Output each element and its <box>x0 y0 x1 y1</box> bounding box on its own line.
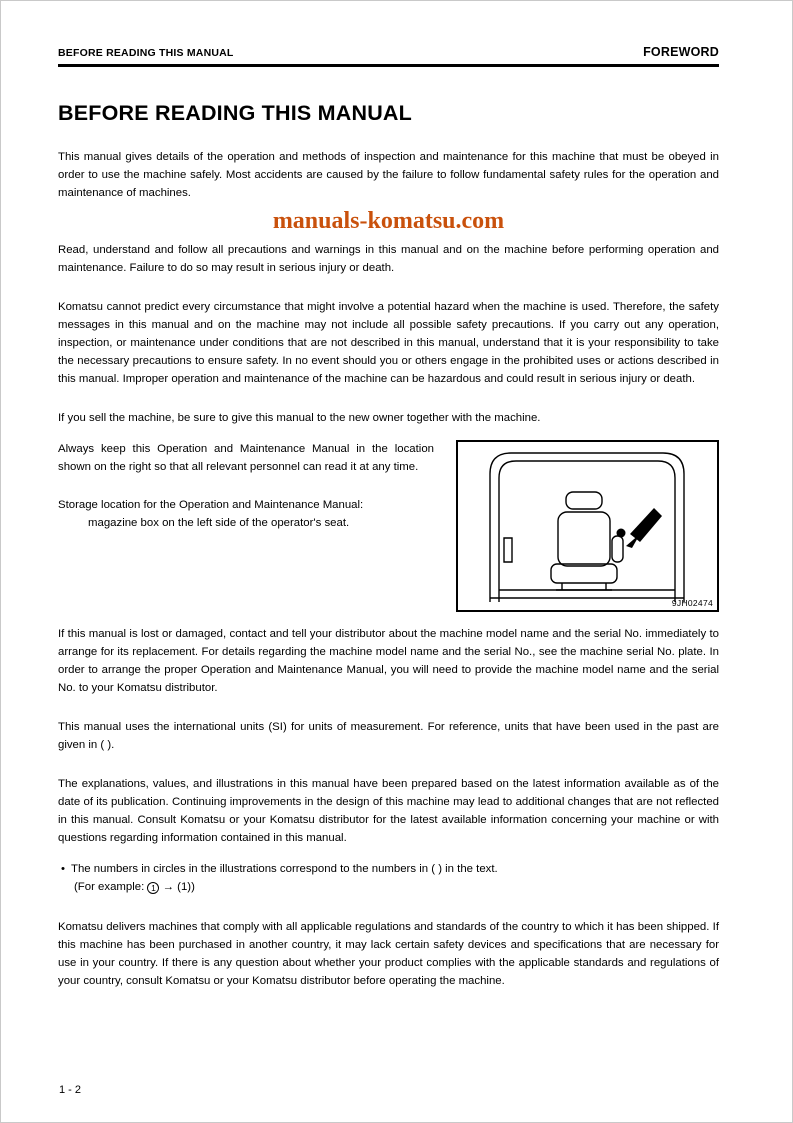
figure-section <box>58 440 719 612</box>
circled-one-icon: 1 <box>147 882 159 894</box>
bullet-example-line <box>58 878 719 896</box>
watermark-text: manuals-komatsu.com <box>272 208 505 234</box>
page-number: 1 - 2 <box>59 1084 82 1096</box>
paragraph-read-precautions: Read, understand and follow all precautions and warnings in this manual and on the machine before performing operation and maintenance. Failure to do so may result in serious injury or death. <box>58 244 719 274</box>
paragraph-country-regulations: Komatsu delivers machines that comply with all applicable regulations and standards of the country to which it has been shipped. If this machine has been purchased in another country, it may lack certain safety devices and specifications that are necessary for use in your country. If there is any question about whether your product complies with the applicable standards and regulations of your country, consult Komatsu or your Komatsu distributor before operating the machine. <box>58 921 719 987</box>
paragraph-sell-machine: If you sell the machine, be sure to give this manual to the new owner together with the machine. <box>58 412 541 424</box>
paragraph-lost-manual: If this manual is lost or damaged, contact and tell your distributor about the machine model name and the serial No. immediately to arrange for its replacement. For details regarding the machine model name and the serial No., see the machine serial No. plate. In order to arrange the proper Operation and Maintenance Manual, you will need to provide the machine model name and the serial No. to your Komatsu distributor. <box>58 628 719 694</box>
running-header <box>58 45 719 67</box>
paragraph-si-units: This manual uses the international units (SI) for units of measurement. For reference, units that have been used in the past are given in ( ). <box>58 721 719 751</box>
storage-location-block <box>58 496 434 532</box>
figure-text-column <box>58 440 456 612</box>
figure-reference-code: 9JH02474 <box>671 598 713 608</box>
storage-location-line1: Storage location for the Operation and Maintenance Manual: <box>58 499 364 511</box>
header-chapter-label: FOREWORD <box>643 45 719 59</box>
cab-interior-illustration <box>458 442 717 610</box>
example-suffix: → (1)) <box>159 881 195 893</box>
storage-location-line2: magazine box on the left side of the operator's seat. <box>88 517 350 529</box>
body-copy <box>58 148 719 990</box>
bullet-item-circled-numbers <box>58 860 719 878</box>
bullet-text: The numbers in circles in the illustrations correspond to the numbers in ( ) in the text. <box>71 863 498 875</box>
header-section-label: BEFORE READING THIS MANUAL <box>58 47 234 59</box>
example-prefix: (For example: <box>74 881 148 893</box>
paragraph-keep-manual: Always keep this Operation and Maintenance Manual in the location shown on the right so that all relevant personnel can read it at any time. <box>58 443 434 473</box>
bullet-icon: • <box>61 863 65 875</box>
paragraph-hazard-prediction: Komatsu cannot predict every circumstance that might involve a potential hazard when the machine is used. Therefore, the safety messages in this manual and on the machine may not include all possible safety precautions. If you carry out any operation, inspection, or maintenance under conditions that are not described in this manual, understand that it is your responsibility to take the necessary precautions to ensure safety. In no event should you or others engage in the prohibited uses or actions described in this manual. Improper operation and maintenance of the machine can be hazardous and could result in serious injury or death. <box>58 301 719 385</box>
cab-illustration-figure <box>456 440 719 612</box>
paragraph-latest-information: The explanations, values, and illustrations in this manual have been prepared based on the latest information available as of the date of its publication. Continuing improvements in the design of this machine may lead to additional changes that are not reflected in this manual. Consult Komatsu or your Komatsu distributor for the latest available information concerning your machine or with questions regarding information contained in this manual. <box>58 778 719 844</box>
page-title: BEFORE READING THIS MANUAL <box>58 101 412 125</box>
paragraph-safety-intro: This manual gives details of the operation and methods of inspection and maintenance for this machine that must be obeyed in order to use the machine safely. Most accidents are caused by the failure to follow fundamental safety rules for the operation and maintenance of machines. <box>58 151 719 199</box>
